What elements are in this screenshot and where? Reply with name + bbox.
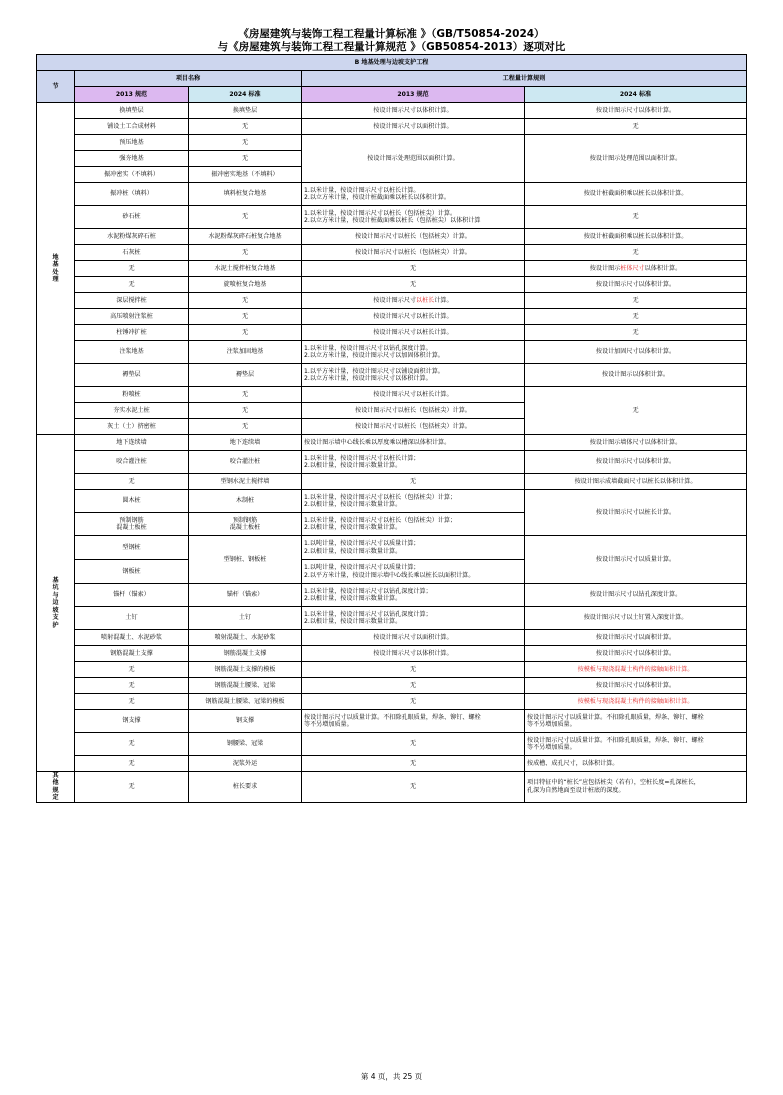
item-2013: 注浆地基 bbox=[75, 341, 189, 364]
rule-2013: 按设计图示处理范围以面积计算。 bbox=[302, 135, 525, 183]
item-2013: 钢支撑 bbox=[75, 710, 189, 733]
item-2013: 水泥粉煤灰碎石桩 bbox=[75, 229, 189, 245]
rule-2013: 1.以米计量，按设计图示尺寸以钻孔深度计算； 2.以根计量，按设计图示数量计算。 bbox=[302, 607, 525, 630]
section-label-dijichuli: 地 基 处 理 bbox=[37, 103, 75, 435]
item-2024: 无 bbox=[189, 245, 302, 261]
item-2024: 钢筋混凝土腰梁、冠梁的模板 bbox=[189, 694, 302, 710]
rule-2013: 1.以吨计量，按设计图示尺寸以质量计算； 2.以根计量，按设计图示数量计算。 bbox=[302, 536, 525, 560]
rule-2013: 1.以米计量，按设计图示尺寸以桩长（包括桩尖）计算； 2.以根计量，按设计图示数量计算。 bbox=[302, 513, 525, 536]
rule-2024: 项目特征中的“桩长”应包括桩尖（若有），空桩长度=孔深桩长， 孔深为自然地面至设计桩底的深度。 bbox=[525, 772, 747, 803]
rule-2013: 无 bbox=[302, 277, 525, 293]
rule-2024: 按设计桩截面积乘以桩长以体积计算。 bbox=[525, 229, 747, 245]
rule-2024: 按设计图示尺寸以体积计算。 bbox=[525, 646, 747, 662]
rule-2024: 按设计图示尺寸以体积计算。 bbox=[525, 277, 747, 293]
item-2013: 无 bbox=[75, 756, 189, 772]
table-row bbox=[37, 277, 747, 293]
rule-2013: 按设计图示墙中心线长乘以厚度乘以槽深以体积计算。 bbox=[302, 435, 525, 451]
rule-2024: 无 bbox=[525, 119, 747, 135]
item-2013: 锚杆（锚索） bbox=[75, 584, 189, 607]
rule-2024: 按设计图示尺寸以质量计算。不扣除孔眼质量，焊条、铆钉、螺栓 等不另增加质量。 bbox=[525, 710, 747, 733]
table-row bbox=[37, 490, 747, 513]
item-2013: 柱锤冲扩桩 bbox=[75, 325, 189, 341]
table-row bbox=[37, 183, 747, 206]
item-2024: 泥浆外运 bbox=[189, 756, 302, 772]
rule-2013: 按设计图示尺寸以桩长（包括桩尖）计算。 bbox=[302, 229, 525, 245]
rule-2024: 无 bbox=[525, 245, 747, 261]
table-row bbox=[37, 772, 747, 803]
rule-2024: 按设计图示尺寸以体积计算。 bbox=[525, 451, 747, 474]
rule-2024: 按设计桩截面积乘以桩长以体积计算。 bbox=[525, 183, 747, 206]
item-2024: 钢筋混凝土腰梁、冠梁 bbox=[189, 678, 302, 694]
table-row bbox=[37, 261, 747, 277]
rule-2013: 1.以米计量，按设计图示尺寸以桩长计算。 2.以立方米计量，按设计桩截面乘以桩长以体积计算。 bbox=[302, 183, 525, 206]
item-2013: 土钉 bbox=[75, 607, 189, 630]
item-2024: 水泥粉煤灰碎石桩复合地基 bbox=[189, 229, 302, 245]
table-row bbox=[37, 536, 747, 560]
item-2013: 无 bbox=[75, 277, 189, 293]
table-row bbox=[37, 474, 747, 490]
item-2024: 咬合灌注桩 bbox=[189, 451, 302, 474]
rule-2013: 1.以米计量，按设计图示尺寸以钻孔深度计算； 2.以根计量，按设计图示数量计算。 bbox=[302, 584, 525, 607]
table-row bbox=[37, 607, 747, 630]
item-2013: 钢板桩 bbox=[75, 560, 189, 584]
item-2024: 注浆加固地基 bbox=[189, 341, 302, 364]
item-2024: 无 bbox=[189, 325, 302, 341]
rule-2024: 按设计图示尺寸以桩长计算。 bbox=[525, 490, 747, 536]
table-row bbox=[37, 206, 747, 229]
item-2013: 振冲桩（填料） bbox=[75, 183, 189, 206]
item-2024: 无 bbox=[189, 206, 302, 229]
rule-2013: 按设计图示尺寸以桩长计算。 bbox=[302, 293, 525, 309]
item-2013: 无 bbox=[75, 261, 189, 277]
rule-2024: 按模板与现浇混凝土构件的接触面积计算。 bbox=[525, 694, 747, 710]
rule-2013: 按设计图示尺寸以桩长计算。 bbox=[302, 325, 525, 341]
header-2013-rule: 2013 规范 bbox=[302, 87, 525, 103]
item-2013: 灰土（土）挤密桩 bbox=[75, 419, 189, 435]
item-2013: 无 bbox=[75, 694, 189, 710]
rule-2013: 按设计图示尺寸以桩长计算。 bbox=[302, 387, 525, 403]
table-row bbox=[37, 103, 747, 119]
rule-2013: 无 bbox=[302, 733, 525, 756]
item-2024: 无 bbox=[189, 387, 302, 403]
rule-2013: 按设计图示尺寸以桩长（包括桩尖）计算。 bbox=[302, 245, 525, 261]
table-row bbox=[37, 245, 747, 261]
item-2013: 喷射混凝土、水泥砂浆 bbox=[75, 630, 189, 646]
table-row bbox=[37, 646, 747, 662]
document-title-line2: 与《房屋建筑与装饰工程工程量计算规范 》（GB50854-2013）逐项对比 bbox=[217, 41, 566, 53]
rule-2024: 按设计图示尺寸以体积计算。 bbox=[525, 678, 747, 694]
table-row bbox=[37, 584, 747, 607]
rule-2024: 按设计图示以体积计算。 bbox=[525, 364, 747, 387]
item-2024: 无 bbox=[189, 293, 302, 309]
item-2024: 桩长要求 bbox=[189, 772, 302, 803]
item-2024: 钢支撑 bbox=[189, 710, 302, 733]
rule-2024: 按设计图示尺寸以体积计算。 bbox=[525, 103, 747, 119]
rule-2024: 按设计图示墙体尺寸以体积计算。 bbox=[525, 435, 747, 451]
item-2013: 咬合灌注桩 bbox=[75, 451, 189, 474]
item-2013: 高压喷射注浆桩 bbox=[75, 309, 189, 325]
rule-2024: 按模板与现浇混凝土构件的接触面积计算。 bbox=[525, 662, 747, 678]
rule-2024: 无 bbox=[525, 325, 747, 341]
item-2024: 木制桩 bbox=[189, 490, 302, 513]
rule-2013: 无 bbox=[302, 678, 525, 694]
item-2024: 旋喷桩复合地基 bbox=[189, 277, 302, 293]
table-row bbox=[37, 309, 747, 325]
rule-2013: 1.以米计量，按设计图示尺寸以桩长（包括桩尖）计算。 2.以立方米计量，按设计桩截面乘以桩长（包括桩尖）以体积计算 bbox=[302, 206, 525, 229]
header-2024-name: 2024 标准 bbox=[189, 87, 302, 103]
rule-2024: 无 bbox=[525, 309, 747, 325]
rule-2013: 按设计图示尺寸以体积计算。 bbox=[302, 103, 525, 119]
rule-2013: 1.以吨计量，按设计图示尺寸以质量计算； 2.以平方米计量，按设计图示墙中心线长乘以桩长以面积计算。 bbox=[302, 560, 525, 584]
item-2013: 钢筋混凝土支撑 bbox=[75, 646, 189, 662]
rule-2013: 1.以米计量，按设计图示尺寸以桩长（包括桩尖）计算； 2.以根计量，按设计图示数量计算。 bbox=[302, 490, 525, 513]
table-row bbox=[37, 435, 747, 451]
table-row bbox=[37, 451, 747, 474]
item-2024: 水泥土搅拌桩复合地基 bbox=[189, 261, 302, 277]
item-2024: 填料桩复合地基 bbox=[189, 183, 302, 206]
rule-2024: 按成槽、成孔尺寸，以体积计算。 bbox=[525, 756, 747, 772]
rule-2024: 按设计图示处理范围以面积计算。 bbox=[525, 135, 747, 183]
item-2024: 型钢水泥土搅拌墙 bbox=[189, 474, 302, 490]
item-2024: 喷射混凝土、水泥砂浆 bbox=[189, 630, 302, 646]
item-2024: 无 bbox=[189, 135, 302, 151]
rule-2013: 按设计图示尺寸以面积计算。 bbox=[302, 630, 525, 646]
table-row bbox=[37, 694, 747, 710]
item-2024: 无 bbox=[189, 119, 302, 135]
page-footer: 第 4 页，共 25 页 bbox=[360, 1072, 423, 1081]
item-2024: 无 bbox=[189, 419, 302, 435]
item-2013: 强夯地基 bbox=[75, 151, 189, 167]
rule-2024: 无 bbox=[525, 387, 747, 435]
item-2024: 无 bbox=[189, 403, 302, 419]
item-2024: 钢筋混凝土支撑的模板 bbox=[189, 662, 302, 678]
table-row bbox=[37, 710, 747, 733]
item-2024: 无 bbox=[189, 151, 302, 167]
header-2024-rule: 2024 标准 bbox=[525, 87, 747, 103]
item-2024: 褥垫层 bbox=[189, 364, 302, 387]
rule-2013: 无 bbox=[302, 474, 525, 490]
rule-2013: 无 bbox=[302, 756, 525, 772]
rule-2013: 按设计图示尺寸以质量计算。不扣除孔眼质量，焊条、铆钉、螺栓 等不另增加质量。 bbox=[302, 710, 525, 733]
item-2024: 无 bbox=[189, 309, 302, 325]
table-row bbox=[37, 630, 747, 646]
item-2013: 预压地基 bbox=[75, 135, 189, 151]
item-2013: 无 bbox=[75, 733, 189, 756]
item-2024: 土钉 bbox=[189, 607, 302, 630]
item-2013: 深层搅拌桩 bbox=[75, 293, 189, 309]
rule-2013: 按设计图示尺寸以桩长计算。 bbox=[302, 309, 525, 325]
table-row bbox=[37, 119, 747, 135]
table-row bbox=[37, 293, 747, 309]
rule-2013: 按设计图示尺寸以桩长（包括桩尖）计算。 bbox=[302, 419, 525, 435]
rule-2024: 按设计图示尺寸以质量计算。 bbox=[525, 536, 747, 584]
item-2013: 型钢桩 bbox=[75, 536, 189, 560]
item-2013: 地下连续墙 bbox=[75, 435, 189, 451]
table-row bbox=[37, 733, 747, 756]
item-2024: 钢腰梁、冠梁 bbox=[189, 733, 302, 756]
rule-2013: 无 bbox=[302, 694, 525, 710]
rule-2024: 按设计图示尺寸以质量计算。不扣除孔眼质量，焊条、铆钉、螺栓 等不另增加质量。 bbox=[525, 733, 747, 756]
rule-2013: 按设计图示尺寸以面积计算。 bbox=[302, 119, 525, 135]
comparison-table bbox=[36, 54, 747, 803]
table-row bbox=[37, 135, 747, 151]
header-jie: 节 bbox=[37, 71, 75, 103]
table-row bbox=[37, 341, 747, 364]
rule-2013: 1.以平方米计量，按设计图示尺寸以铺设面积计算。 2.以立方米计量，按设计图示尺寸以体积计算。 bbox=[302, 364, 525, 387]
item-2024: 型钢桩、钢板桩 bbox=[189, 536, 302, 584]
section-title: B 地基处理与边坡支护工程 bbox=[37, 55, 747, 71]
item-2013: 换填垫层 bbox=[75, 103, 189, 119]
rule-2013: 1.以米计量，按设计图示尺寸以桩长计算； 2.以根计量，按设计图示数量计算。 bbox=[302, 451, 525, 474]
rule-2024: 按设计图示尺寸以钻孔深度计算。 bbox=[525, 584, 747, 607]
rule-2024: 按设计图示尺寸以面积计算。 bbox=[525, 630, 747, 646]
table-row bbox=[37, 325, 747, 341]
item-2013: 褥垫层 bbox=[75, 364, 189, 387]
item-2013: 圆木桩 bbox=[75, 490, 189, 513]
item-2013: 铺设土工合成材料 bbox=[75, 119, 189, 135]
table-row bbox=[37, 678, 747, 694]
rule-2013: 按设计图示尺寸以体积计算。 bbox=[302, 646, 525, 662]
section-label-jikeng: 基 坑 与 边 坡 支 护 bbox=[37, 435, 75, 772]
header-item-name: 项目名称 bbox=[75, 71, 302, 87]
header-2013-name: 2013 规范 bbox=[75, 87, 189, 103]
item-2013: 预制钢筋 混凝土板桩 bbox=[75, 513, 189, 536]
item-2013: 夯实水泥土桩 bbox=[75, 403, 189, 419]
item-2013: 无 bbox=[75, 678, 189, 694]
item-2013: 砂石桩 bbox=[75, 206, 189, 229]
section-label-qita: 其 他 规 定 bbox=[37, 772, 75, 803]
item-2013: 无 bbox=[75, 474, 189, 490]
item-2024: 锚杆（锚索） bbox=[189, 584, 302, 607]
rule-2013: 无 bbox=[302, 662, 525, 678]
rule-2024: 无 bbox=[525, 206, 747, 229]
rule-2013: 1.以米计量，按设计图示尺寸以钻孔深度计算。 2.以立方米计量，按设计图示尺寸以加固体积计算。 bbox=[302, 341, 525, 364]
item-2013: 无 bbox=[75, 772, 189, 803]
table-row bbox=[37, 364, 747, 387]
item-2013: 振冲密实（不填料） bbox=[75, 167, 189, 183]
rule-2024: 按设计图示桩体尺寸以体积计算。 bbox=[525, 261, 747, 277]
rule-2024: 按设计图示成墙截面尺寸以桩长以体积计算。 bbox=[525, 474, 747, 490]
item-2013: 石灰桩 bbox=[75, 245, 189, 261]
item-2024: 钢筋混凝土支撑 bbox=[189, 646, 302, 662]
item-2024: 预制钢筋 混凝土板桩 bbox=[189, 513, 302, 536]
rule-2013: 按设计图示尺寸以桩长（包括桩尖）计算。 bbox=[302, 403, 525, 419]
item-2024: 振冲密实地基（不填料） bbox=[189, 167, 302, 183]
item-2024: 换填垫层 bbox=[189, 103, 302, 119]
table-row bbox=[37, 756, 747, 772]
document-title-line1: 《房屋建筑与装饰工程工程量计算标准 》（GB/T50854-2024） bbox=[238, 28, 545, 40]
rule-2013: 无 bbox=[302, 772, 525, 803]
item-2013: 无 bbox=[75, 662, 189, 678]
rule-2024: 按设计加固尺寸以体积计算。 bbox=[525, 341, 747, 364]
rule-2024: 无 bbox=[525, 293, 747, 309]
header-calc-rule: 工程量计算规则 bbox=[302, 71, 747, 87]
item-2024: 地下连续墙 bbox=[189, 435, 302, 451]
item-2013: 粉喷桩 bbox=[75, 387, 189, 403]
rule-2024: 按设计图示尺寸以土钉置入深度计算。 bbox=[525, 607, 747, 630]
table-row bbox=[37, 662, 747, 678]
rule-2013: 无 bbox=[302, 261, 525, 277]
table-row bbox=[37, 229, 747, 245]
table-row bbox=[37, 387, 747, 403]
